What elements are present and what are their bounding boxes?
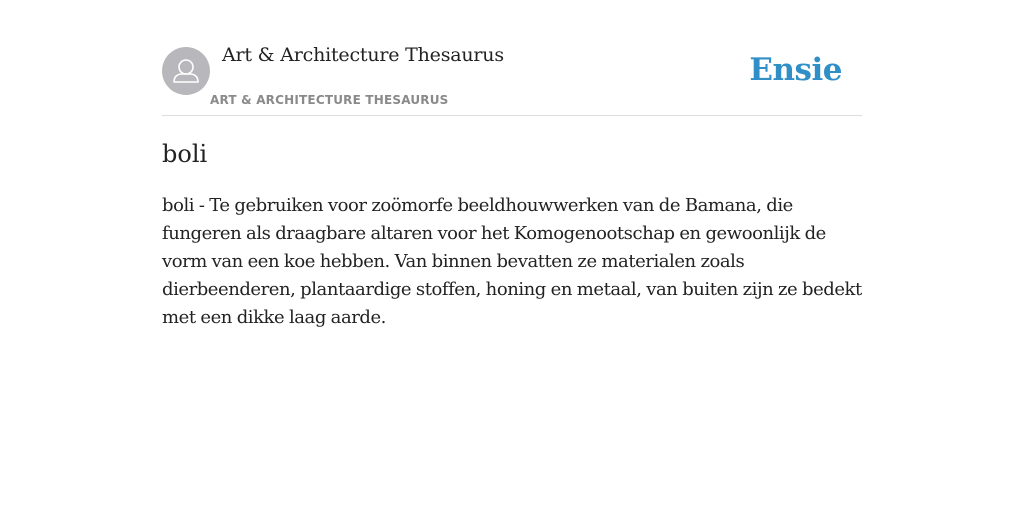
- author-subtitle: ART & ARCHITECTURE THESAURUS: [210, 93, 449, 107]
- ensie-logo[interactable]: Ensie: [749, 52, 842, 88]
- author-avatar[interactable]: [162, 47, 210, 95]
- entry-title: boli: [162, 140, 208, 168]
- content-container: [162, 0, 862, 328]
- entry-header: [162, 0, 862, 116]
- user-silhouette-icon: [162, 47, 210, 95]
- entry-definition: boli - Te gebruiken voor zoömorfe beeldhouwwerken van de Bamana, die fungeren als draagbare altaren voor het Komogenootschap en gewoonlijk de vorm van een koe hebben. Van binnen bevatten ze materialen zoals dierbeenderen, plantaardige stoffen, honing en metaal, van buiten zijn ze bedekt met een dikke laag aarde.: [162, 195, 862, 328]
- author-name-link[interactable]: Art & Architecture Thesaurus: [222, 44, 504, 66]
